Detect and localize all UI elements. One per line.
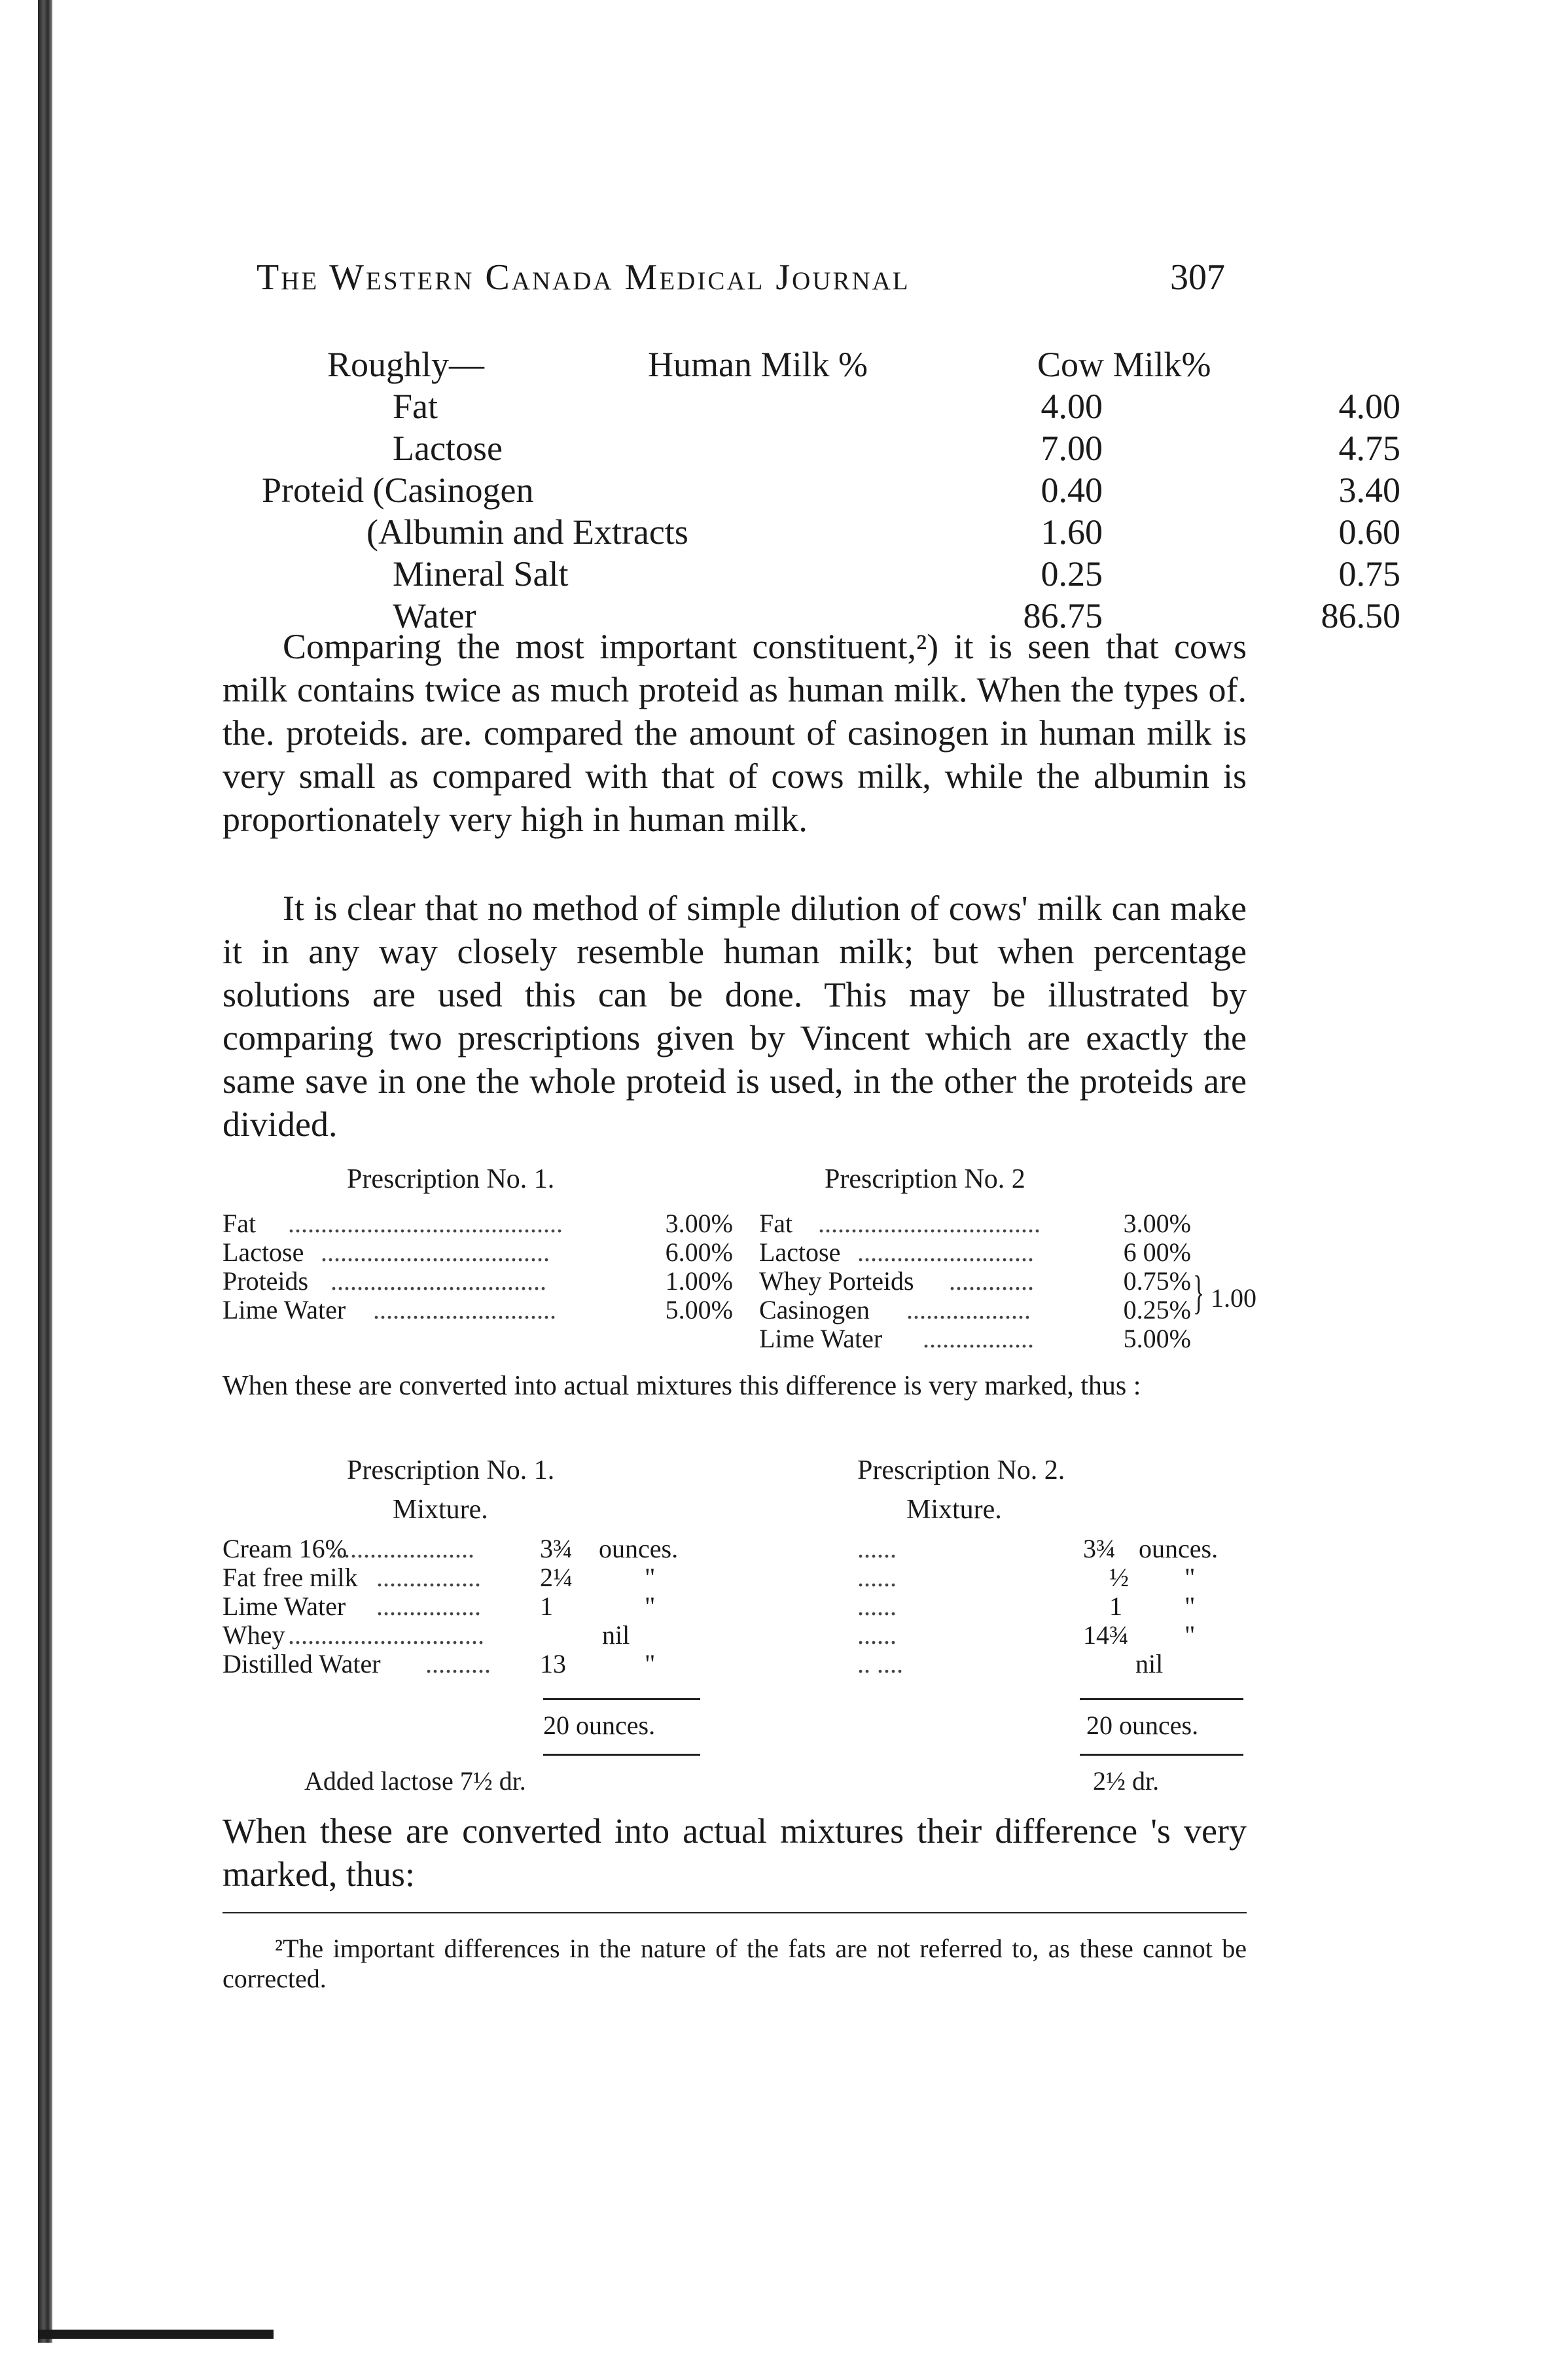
table-row — [223, 511, 1400, 553]
mixture-2-title: Prescription No. 2. — [857, 1455, 1065, 1485]
rx2-item-value: 3.00% — [1123, 1209, 1191, 1238]
book-spine-shadow — [38, 0, 52, 2343]
leader-dots: ........................... — [857, 1237, 1034, 1267]
mixture-1-qty: 13 — [540, 1649, 566, 1678]
added-lactose-1: Added lactose 7½ dr. — [304, 1766, 526, 1796]
human-value: 0.25 — [1041, 554, 1103, 594]
human-value: 4.00 — [1041, 387, 1103, 426]
mixture-2-unit: " — [1184, 1620, 1196, 1650]
cow-value: 4.75 — [1338, 429, 1400, 468]
cow-value: 86.50 — [1321, 596, 1400, 635]
constituent-name: (Albumin and Extracts — [366, 512, 688, 552]
mixture-2-qty: 14¾ — [1083, 1620, 1129, 1650]
total-1: 20 ounces. — [543, 1711, 656, 1740]
bracket-total: 1.00 — [1211, 1283, 1256, 1313]
mixture-1-qty: nil — [602, 1620, 630, 1650]
rx2-item-name: Lime Water — [759, 1324, 883, 1353]
rx1-item-value: 3.00% — [665, 1209, 733, 1238]
mixture-item-name: Whey — [223, 1620, 285, 1650]
mixture-2-qty: 3¾ — [1083, 1534, 1116, 1563]
page-number: 307 — [1170, 257, 1225, 298]
human-value: 86.75 — [1023, 596, 1103, 635]
leader-dots: ................................... — [321, 1237, 550, 1267]
constituent-name: Proteid (Casinogen — [262, 471, 534, 510]
mixture-1-unit: " — [645, 1591, 656, 1621]
roughly-label: Roughly— — [327, 345, 485, 384]
mixture-1-title: Prescription No. 1. — [347, 1455, 555, 1485]
leader-dots: .......................................... — [288, 1209, 563, 1238]
paragraph-comparing: Comparing the most important constituent,²) it is seen that cows milk contains twice as much proteid as human milk. When the types of. the. proteids. are. compared the amount of casinogen in human milk is very small as compared with that of cows milk, while the albumin is proportionately very high in human milk. — [223, 627, 1247, 839]
sum-rule-1b — [543, 1754, 700, 1756]
constituent-name: Lactose — [393, 429, 503, 468]
leader-dots: ...... — [857, 1563, 897, 1592]
rx1-item-name: Lactose — [223, 1237, 304, 1267]
rx1-item-name: Lime Water — [223, 1295, 346, 1324]
mixture-2-qty: ½ — [1109, 1563, 1129, 1592]
leader-dots: .................................. — [818, 1209, 1041, 1238]
table-row — [223, 385, 1400, 427]
leader-dots: ............. — [949, 1266, 1034, 1296]
mixture-2-unit: ounces. — [1139, 1534, 1219, 1563]
rx2-item-name: Whey Porteids — [759, 1266, 914, 1296]
added-lactose-2: 2½ dr. — [1093, 1766, 1160, 1796]
mixture-1-qty: 3¾ — [540, 1534, 573, 1563]
mixture-2-unit: " — [1184, 1563, 1196, 1592]
rx1-item-name: Fat — [223, 1209, 257, 1238]
mixture-item-name: Distilled Water — [223, 1649, 381, 1678]
leader-dots: ................................. — [330, 1266, 546, 1296]
mixture-1-unit: " — [645, 1563, 656, 1592]
mixture-1-unit: " — [645, 1649, 656, 1678]
table-row — [223, 553, 1400, 595]
rx1-item-name: Proteids — [223, 1266, 309, 1296]
table-row — [223, 469, 1400, 511]
rx2-item-value: 6 00% — [1123, 1237, 1191, 1267]
constituent-name: Mineral Salt — [393, 554, 569, 594]
cow-value: 3.40 — [1338, 471, 1400, 510]
leader-dots: ................. — [923, 1324, 1034, 1353]
mixture-2-subtitle: Mixture. — [906, 1495, 1002, 1525]
sum-rule-1a — [543, 1698, 700, 1700]
leader-dots: .. .... — [857, 1649, 903, 1678]
human-milk-header: Human Milk % — [648, 345, 868, 384]
mixture-table — [223, 1535, 1256, 1685]
journal-title: The Western Canada Medical Journal — [257, 257, 910, 298]
rx2-item-value: 5.00% — [1123, 1324, 1191, 1353]
cow-value: 4.00 — [1338, 387, 1400, 426]
leader-dots: ...................... — [330, 1534, 474, 1563]
mixture-2-qty: nil — [1135, 1649, 1164, 1678]
leader-dots: ...... — [857, 1534, 897, 1563]
rx2-item-name: Fat — [759, 1209, 793, 1238]
rx1-item-value: 1.00% — [665, 1266, 733, 1296]
rx2-item-value: 0.75% — [1123, 1266, 1191, 1296]
footnote-text: ²The important differences in the nature of the fats are not referred to, as these cannot be corrected. — [223, 1934, 1247, 1993]
leader-dots: ...... — [857, 1620, 897, 1650]
rx1-item-value: 6.00% — [665, 1237, 733, 1267]
leader-dots: ................... — [906, 1295, 1031, 1324]
table-header-row — [223, 344, 1256, 385]
prescription-1-list — [223, 1209, 746, 1340]
rx1-item-value: 5.00% — [665, 1295, 733, 1324]
constituent-name: Water — [393, 596, 476, 635]
cow-value: 0.60 — [1338, 512, 1400, 552]
prescription-1-title: Prescription No. 1. — [347, 1164, 555, 1194]
milk-composition-table — [223, 344, 1400, 637]
human-value: 1.60 — [1041, 512, 1103, 552]
mixture-1-subtitle: Mixture. — [393, 1495, 488, 1525]
sum-rule-2a — [1080, 1698, 1243, 1700]
paragraph-dilution: It is clear that no method of simple dilution of cows' milk can make it in any way closely resemble human milk; but when percentage solutions are used this can be done. This may be illustrated by comparing two prescriptions given by Vincent which are exactly the same save in one the whole proteid is used, in the other the proteids are divided. — [223, 889, 1247, 1144]
total-2: 20 ounces. — [1086, 1711, 1199, 1740]
sum-rule-2b — [1080, 1754, 1243, 1756]
leader-dots: .............................. — [288, 1620, 484, 1650]
rx2-item-value: 0.25% — [1123, 1295, 1191, 1324]
rx2-item-name: Lactose — [759, 1237, 841, 1267]
mixture-item-name: Fat free milk — [223, 1563, 358, 1592]
book-spine-foot — [38, 2330, 274, 2339]
brace-icon: } — [1193, 1266, 1205, 1319]
constituent-name: Fat — [393, 387, 438, 426]
leader-dots: ...... — [857, 1591, 897, 1621]
human-value: 0.40 — [1041, 471, 1103, 510]
mixture-2-qty: 1 — [1109, 1591, 1122, 1621]
prescription-2-list — [759, 1209, 1256, 1366]
leader-dots: ................ — [376, 1563, 481, 1592]
leader-dots: ............................ — [373, 1295, 556, 1324]
rx2-item-name: Casinogen — [759, 1295, 870, 1324]
leader-dots: .......... — [425, 1649, 491, 1678]
cow-value: 0.75 — [1338, 554, 1400, 594]
mixture-1-qty: 2¼ — [540, 1563, 573, 1592]
table-row — [223, 427, 1400, 469]
converted-note: When these are converted into actual mixtures this difference is very marked, thus : — [223, 1371, 1141, 1401]
mixture-1-unit: ounces. — [599, 1534, 679, 1563]
mixture-1-qty: 1 — [540, 1591, 553, 1621]
human-value: 7.00 — [1041, 429, 1103, 468]
prescription-2-title: Prescription No. 2 — [825, 1164, 1025, 1194]
footnote-rule — [223, 1912, 1247, 1913]
leader-dots: ................ — [376, 1591, 481, 1621]
cow-milk-header: Cow Milk% — [1037, 345, 1211, 384]
mixture-item-name: Lime Water — [223, 1591, 346, 1621]
running-header — [257, 257, 1225, 309]
closing-paragraph: When these are converted into actual mixtures their difference 's very marked, thus: — [223, 1811, 1247, 1894]
mixture-item-name: Cream 16% — [223, 1534, 347, 1563]
mixture-2-unit: " — [1184, 1591, 1196, 1621]
